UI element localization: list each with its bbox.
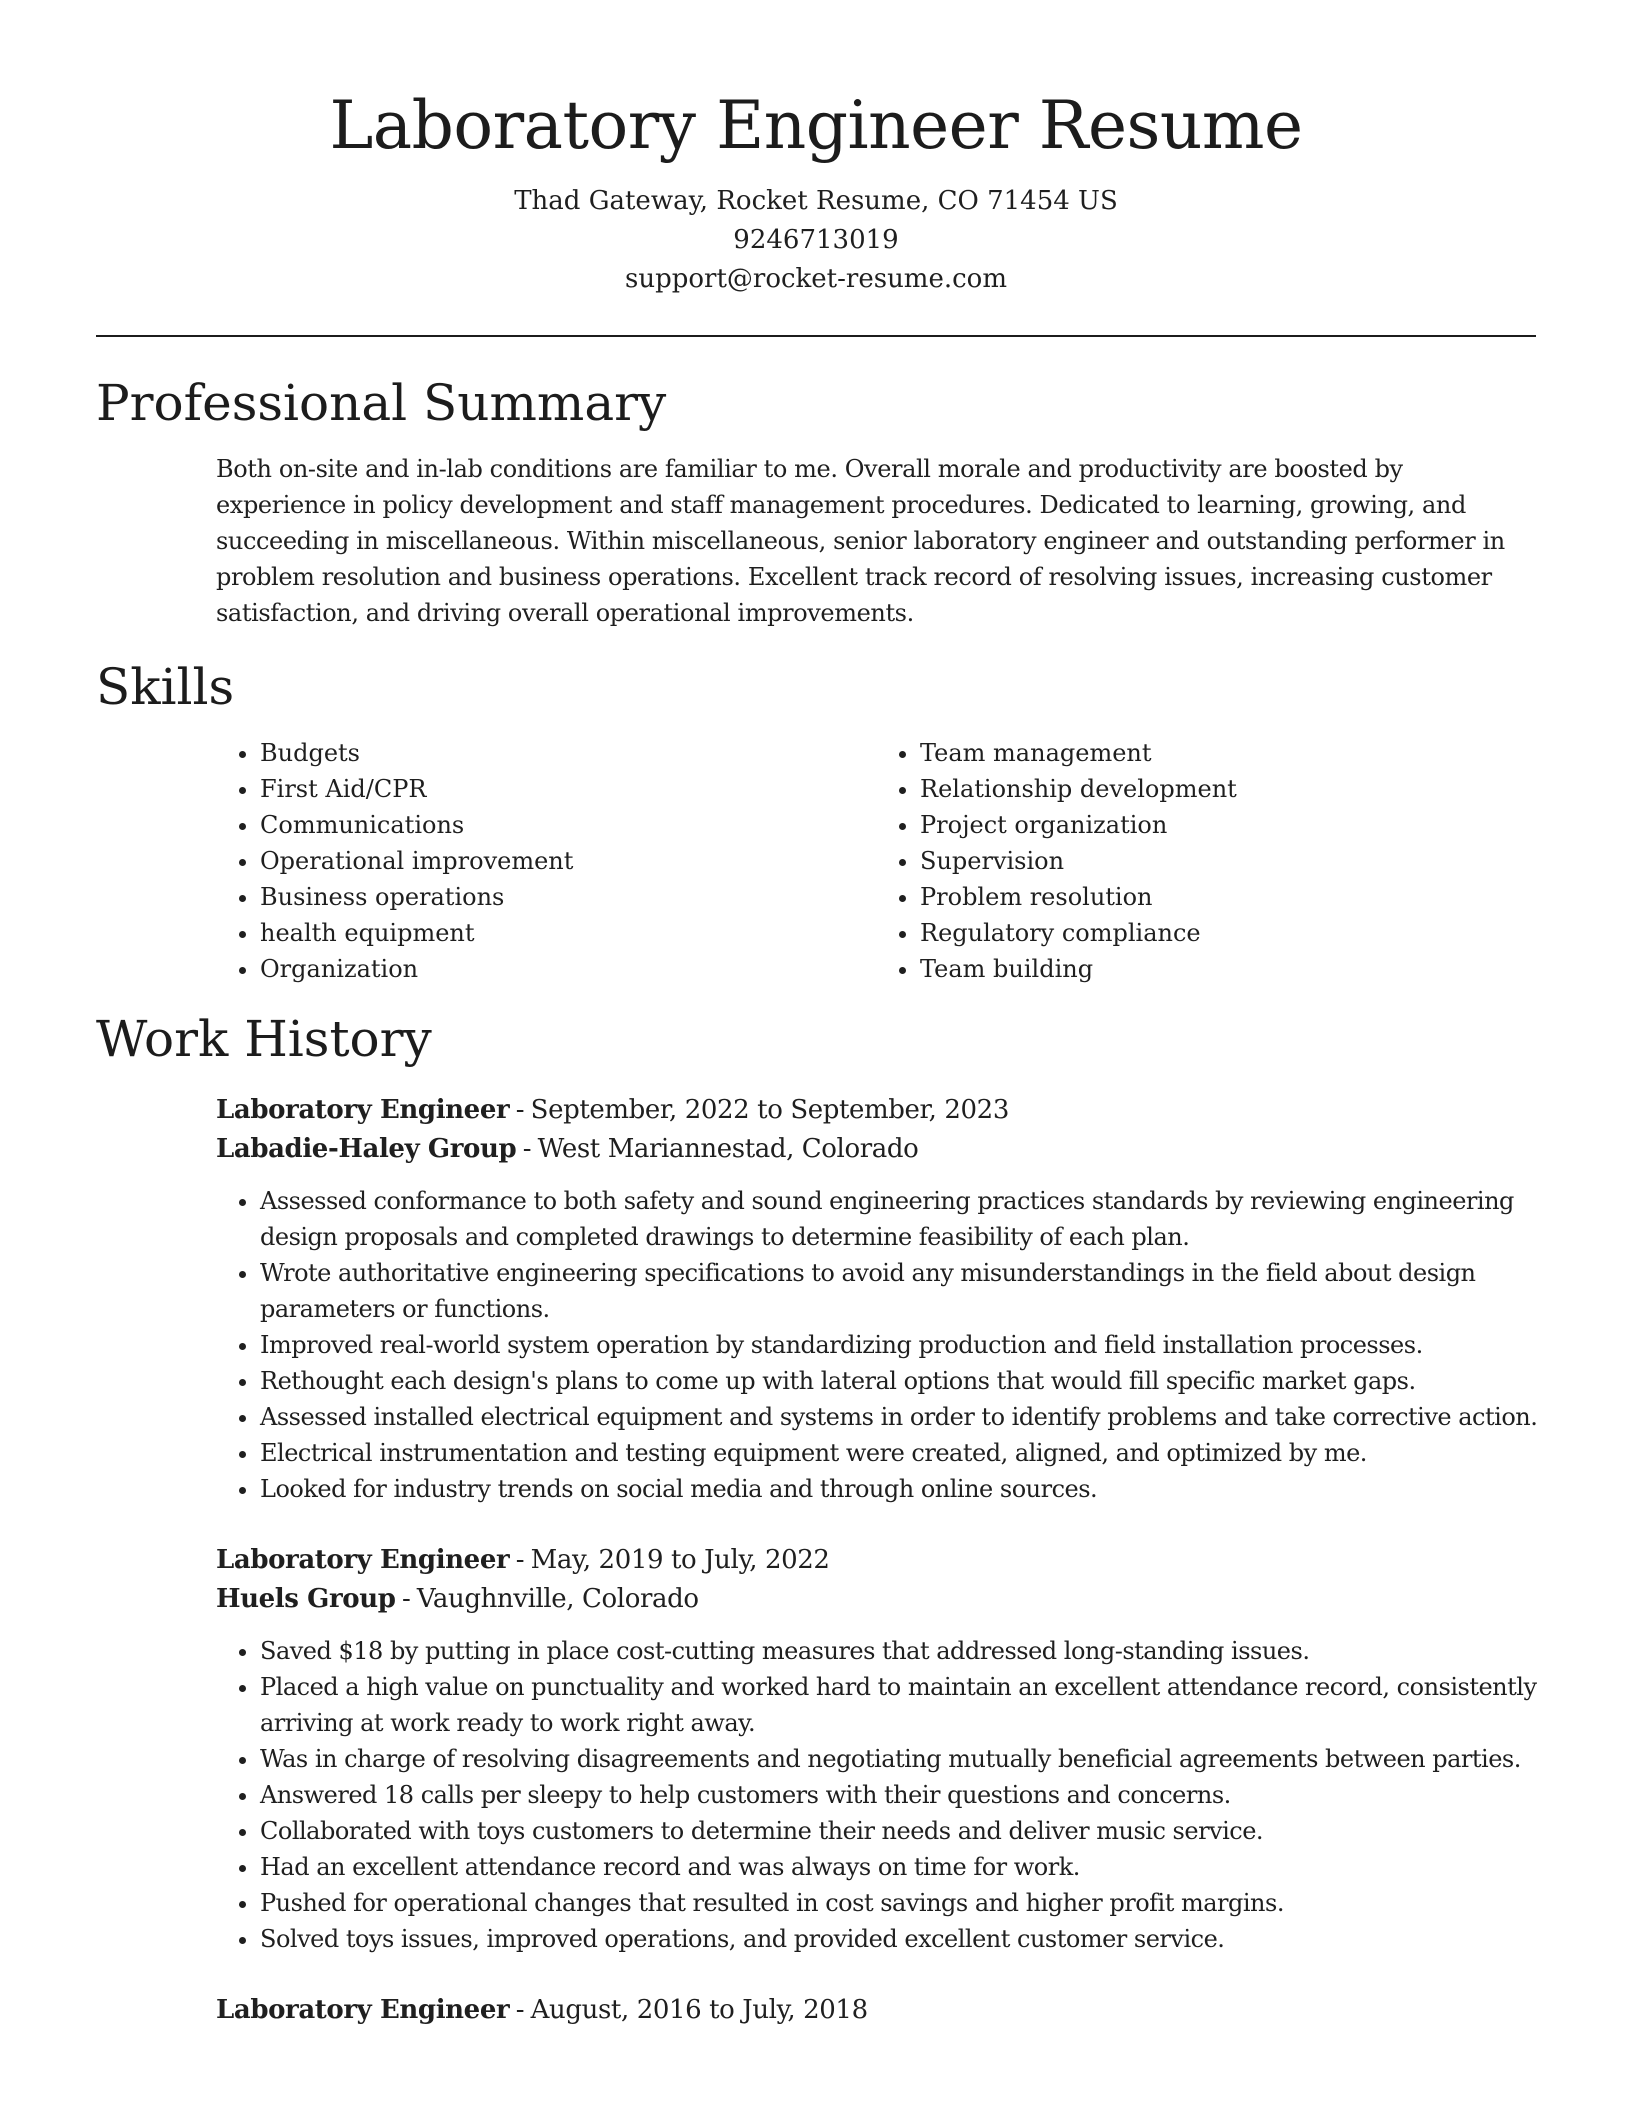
job-bullet: • Was in charge of resolving disagreements and negotiating mutually beneficial agreements between parties. xyxy=(260,1741,1546,1777)
separator: - xyxy=(515,1095,525,1125)
job-bullets xyxy=(216,1183,1546,1507)
job-bullet: • Had an excellent attendance record and was always on time for work. xyxy=(260,1849,1546,1885)
skills-list xyxy=(216,735,1536,987)
skill-item: • Communications xyxy=(260,807,876,843)
job-role-line xyxy=(216,1091,1546,1130)
job-bullet: • Collaborated with toys customers to determine their needs and deliver music service. xyxy=(260,1813,1546,1849)
job-bullet: • Assessed installed electrical equipment and systems in order to identify problems and take corrective action. xyxy=(260,1399,1546,1435)
skill-item: • Supervision xyxy=(920,843,1536,879)
job-role-line xyxy=(216,1541,1546,1580)
job-bullet: • Wrote authoritative engineering specifications to avoid any misunderstandings in the field about design parameters or functions. xyxy=(260,1255,1546,1327)
skill-item: • First Aid/CPR xyxy=(260,771,876,807)
job-role: Laboratory Engineer xyxy=(216,1995,510,2025)
skills-column-left xyxy=(216,735,876,987)
job-bullet: • Saved $18 by putting in place cost-cutting measures that addressed long-standing issues. xyxy=(260,1633,1546,1669)
page-title: Laboratory Engineer Resume xyxy=(329,87,1303,164)
job-bullet: • Improved real-world system operation by standardizing production and field installation processes. xyxy=(260,1327,1546,1363)
separator: - xyxy=(522,1134,532,1164)
job-company: Huels Group xyxy=(216,1584,396,1614)
summary-text: Both on-site and in-lab conditions are familiar to me. Overall morale and productivity are boosted by experience in policy development and staff management procedures. Dedicated to learning, growing, and succeeding in miscellaneous. Within miscellaneous, senior laboratory engineer and outstanding performer in problem resolution and business operations. Excellent track record of resolving issues, increasing customer satisfaction, and driving overall operational improvements. xyxy=(216,455,1505,627)
job-bullet: • Rethought each design's plans to come up with lateral options that would fill specific market gaps. xyxy=(260,1363,1546,1399)
skill-item: • Relationship development xyxy=(920,771,1536,807)
job-bullet: • Assessed conformance to both safety and sound engineering practices standards by reviewing engineering design proposals and completed drawings to determine feasibility of each plan. xyxy=(260,1183,1546,1255)
job-entry xyxy=(216,1541,1546,1957)
job-dates: September, 2022 to September, 2023 xyxy=(530,1095,1009,1125)
skill-item: • Organization xyxy=(260,951,876,987)
job-role: Laboratory Engineer xyxy=(216,1545,510,1575)
skills-column-right xyxy=(876,735,1536,987)
job-entry xyxy=(216,1091,1546,1507)
job-company-line xyxy=(216,1130,1546,1169)
job-entry xyxy=(216,1991,1546,2030)
phone-text: 9246713019 xyxy=(733,225,899,255)
skill-item: • Regulatory compliance xyxy=(920,915,1536,951)
job-role-line xyxy=(216,1991,1546,2030)
separator: - xyxy=(402,1584,411,1614)
separator: - xyxy=(515,1545,525,1575)
summary-heading: Professional Summary xyxy=(96,374,667,432)
separator: - xyxy=(515,1995,525,2025)
job-role: Laboratory Engineer xyxy=(216,1095,510,1125)
job-bullets xyxy=(216,1633,1546,1957)
job-location: West Mariannestad, Colorado xyxy=(537,1134,919,1164)
job-bullet: • Answered 18 calls per sleepy to help customers with their questions and concerns. xyxy=(260,1777,1546,1813)
job-company: Labadie-Haley Group xyxy=(216,1134,517,1164)
contact-block xyxy=(96,182,1536,299)
job-bullet: • Looked for industry trends on social media and through online sources. xyxy=(260,1471,1546,1507)
skill-item: • Team management xyxy=(920,735,1536,771)
job-bullet: • Solved toys issues, improved operations, and provided excellent customer service. xyxy=(260,1921,1546,1957)
job-bullet: • Pushed for operational changes that resulted in cost savings and higher profit margins. xyxy=(260,1885,1546,1921)
header-divider xyxy=(96,335,1536,337)
skill-item: • Budgets xyxy=(260,735,876,771)
address-text: Thad Gateway, Rocket Resume, CO 71454 US xyxy=(514,186,1118,216)
job-dates: August, 2016 to July, 2018 xyxy=(530,1995,868,2025)
work-history-heading: Work History xyxy=(96,1010,432,1068)
skill-item: • Operational improvement xyxy=(260,843,876,879)
skill-item: • Business operations xyxy=(260,879,876,915)
job-location: Vaughnville, Colorado xyxy=(416,1584,699,1614)
skill-item: • Team building xyxy=(920,951,1536,987)
skill-item: • Problem resolution xyxy=(920,879,1536,915)
job-company-line xyxy=(216,1580,1546,1619)
skills-heading: Skills xyxy=(96,658,235,716)
skill-item: • health equipment xyxy=(260,915,876,951)
job-dates: May, 2019 to July, 2022 xyxy=(530,1545,830,1575)
job-bullet: • Placed a high value on punctuality and worked hard to maintain an excellent attendance record, consistently arriving at work ready to work right away. xyxy=(260,1669,1546,1741)
skill-item: • Project organization xyxy=(920,807,1536,843)
job-bullet: • Electrical instrumentation and testing equipment were created, aligned, and optimized by me. xyxy=(260,1435,1546,1471)
email-text: support@rocket-resume.com xyxy=(624,264,1007,294)
